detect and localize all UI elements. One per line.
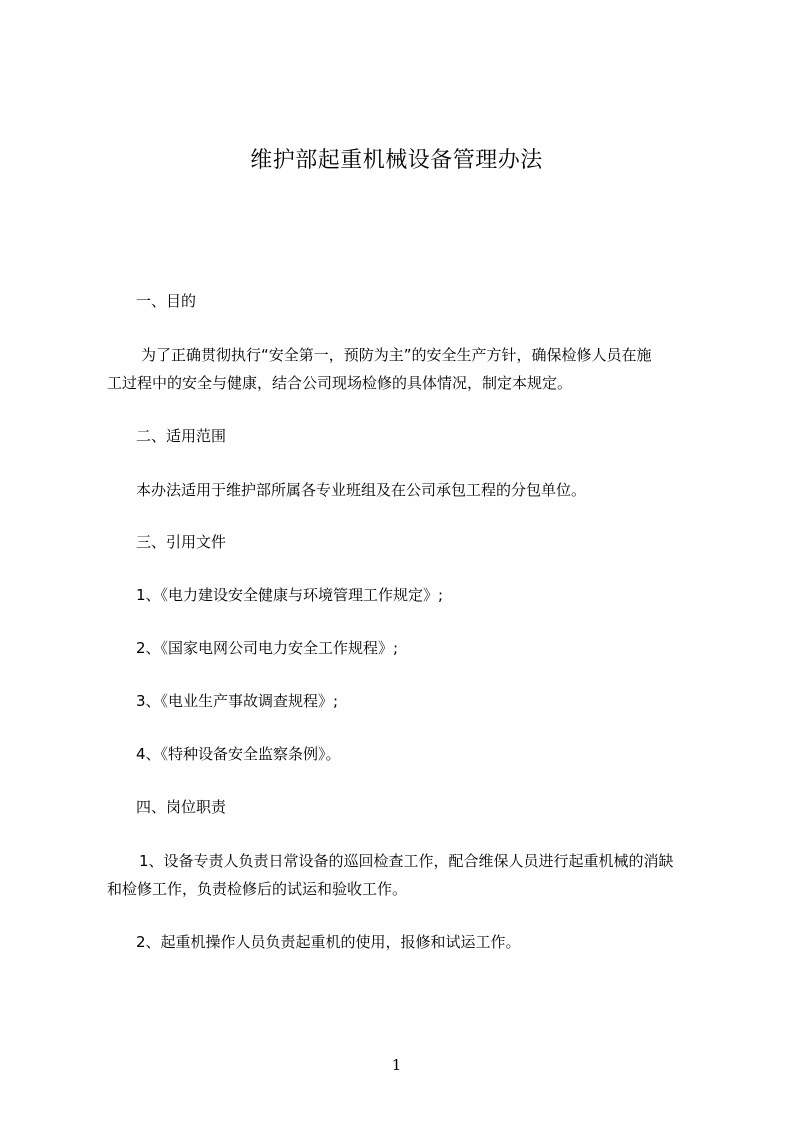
section-heading-scope: 二、适用范围 [136, 427, 227, 445]
reference-item-2: 2、《国家电网公司电力安全工作规程》; [136, 639, 399, 657]
responsibility-item-1-line-1: 1、设备专责人负责日常设备的巡回检查工作，配合维保人员进行起重机械的消缺 [139, 852, 674, 870]
document-title: 维护部起重机械设备管理办法 [250, 148, 543, 173]
reference-item-3: 3、《电业生产事故调查规程》; [136, 692, 339, 710]
section-heading-purpose: 一、目的 [136, 292, 197, 310]
purpose-paragraph-line-2: 工过程中的安全与健康，结合公司现场检修的具体情况，制定本规定。 [107, 374, 573, 392]
reference-item-1: 1、《电力建设安全健康与环境管理工作规定》; [136, 586, 444, 604]
page-number: 1 [391, 1056, 402, 1074]
responsibility-item-1-line-2: 和检修工作，负责检修后的试运和验收工作。 [107, 880, 408, 898]
section-heading-responsibilities: 四、岗位职责 [136, 798, 227, 816]
responsibility-item-2: 2、起重机操作人员负责起重机的使用，报修和试运工作。 [136, 933, 521, 951]
purpose-paragraph-line-1: 为了正确贯彻执行“安全第一，预防为主”的安全生产方针，确保检修人员在施 [141, 346, 652, 364]
scope-paragraph: 本办法适用于维护部所属各专业班组及在公司承包工程的分包单位。 [136, 481, 587, 499]
section-heading-references: 三、引用文件 [136, 533, 227, 551]
reference-item-4: 4、《特种设备安全监察条例》。 [136, 745, 341, 763]
